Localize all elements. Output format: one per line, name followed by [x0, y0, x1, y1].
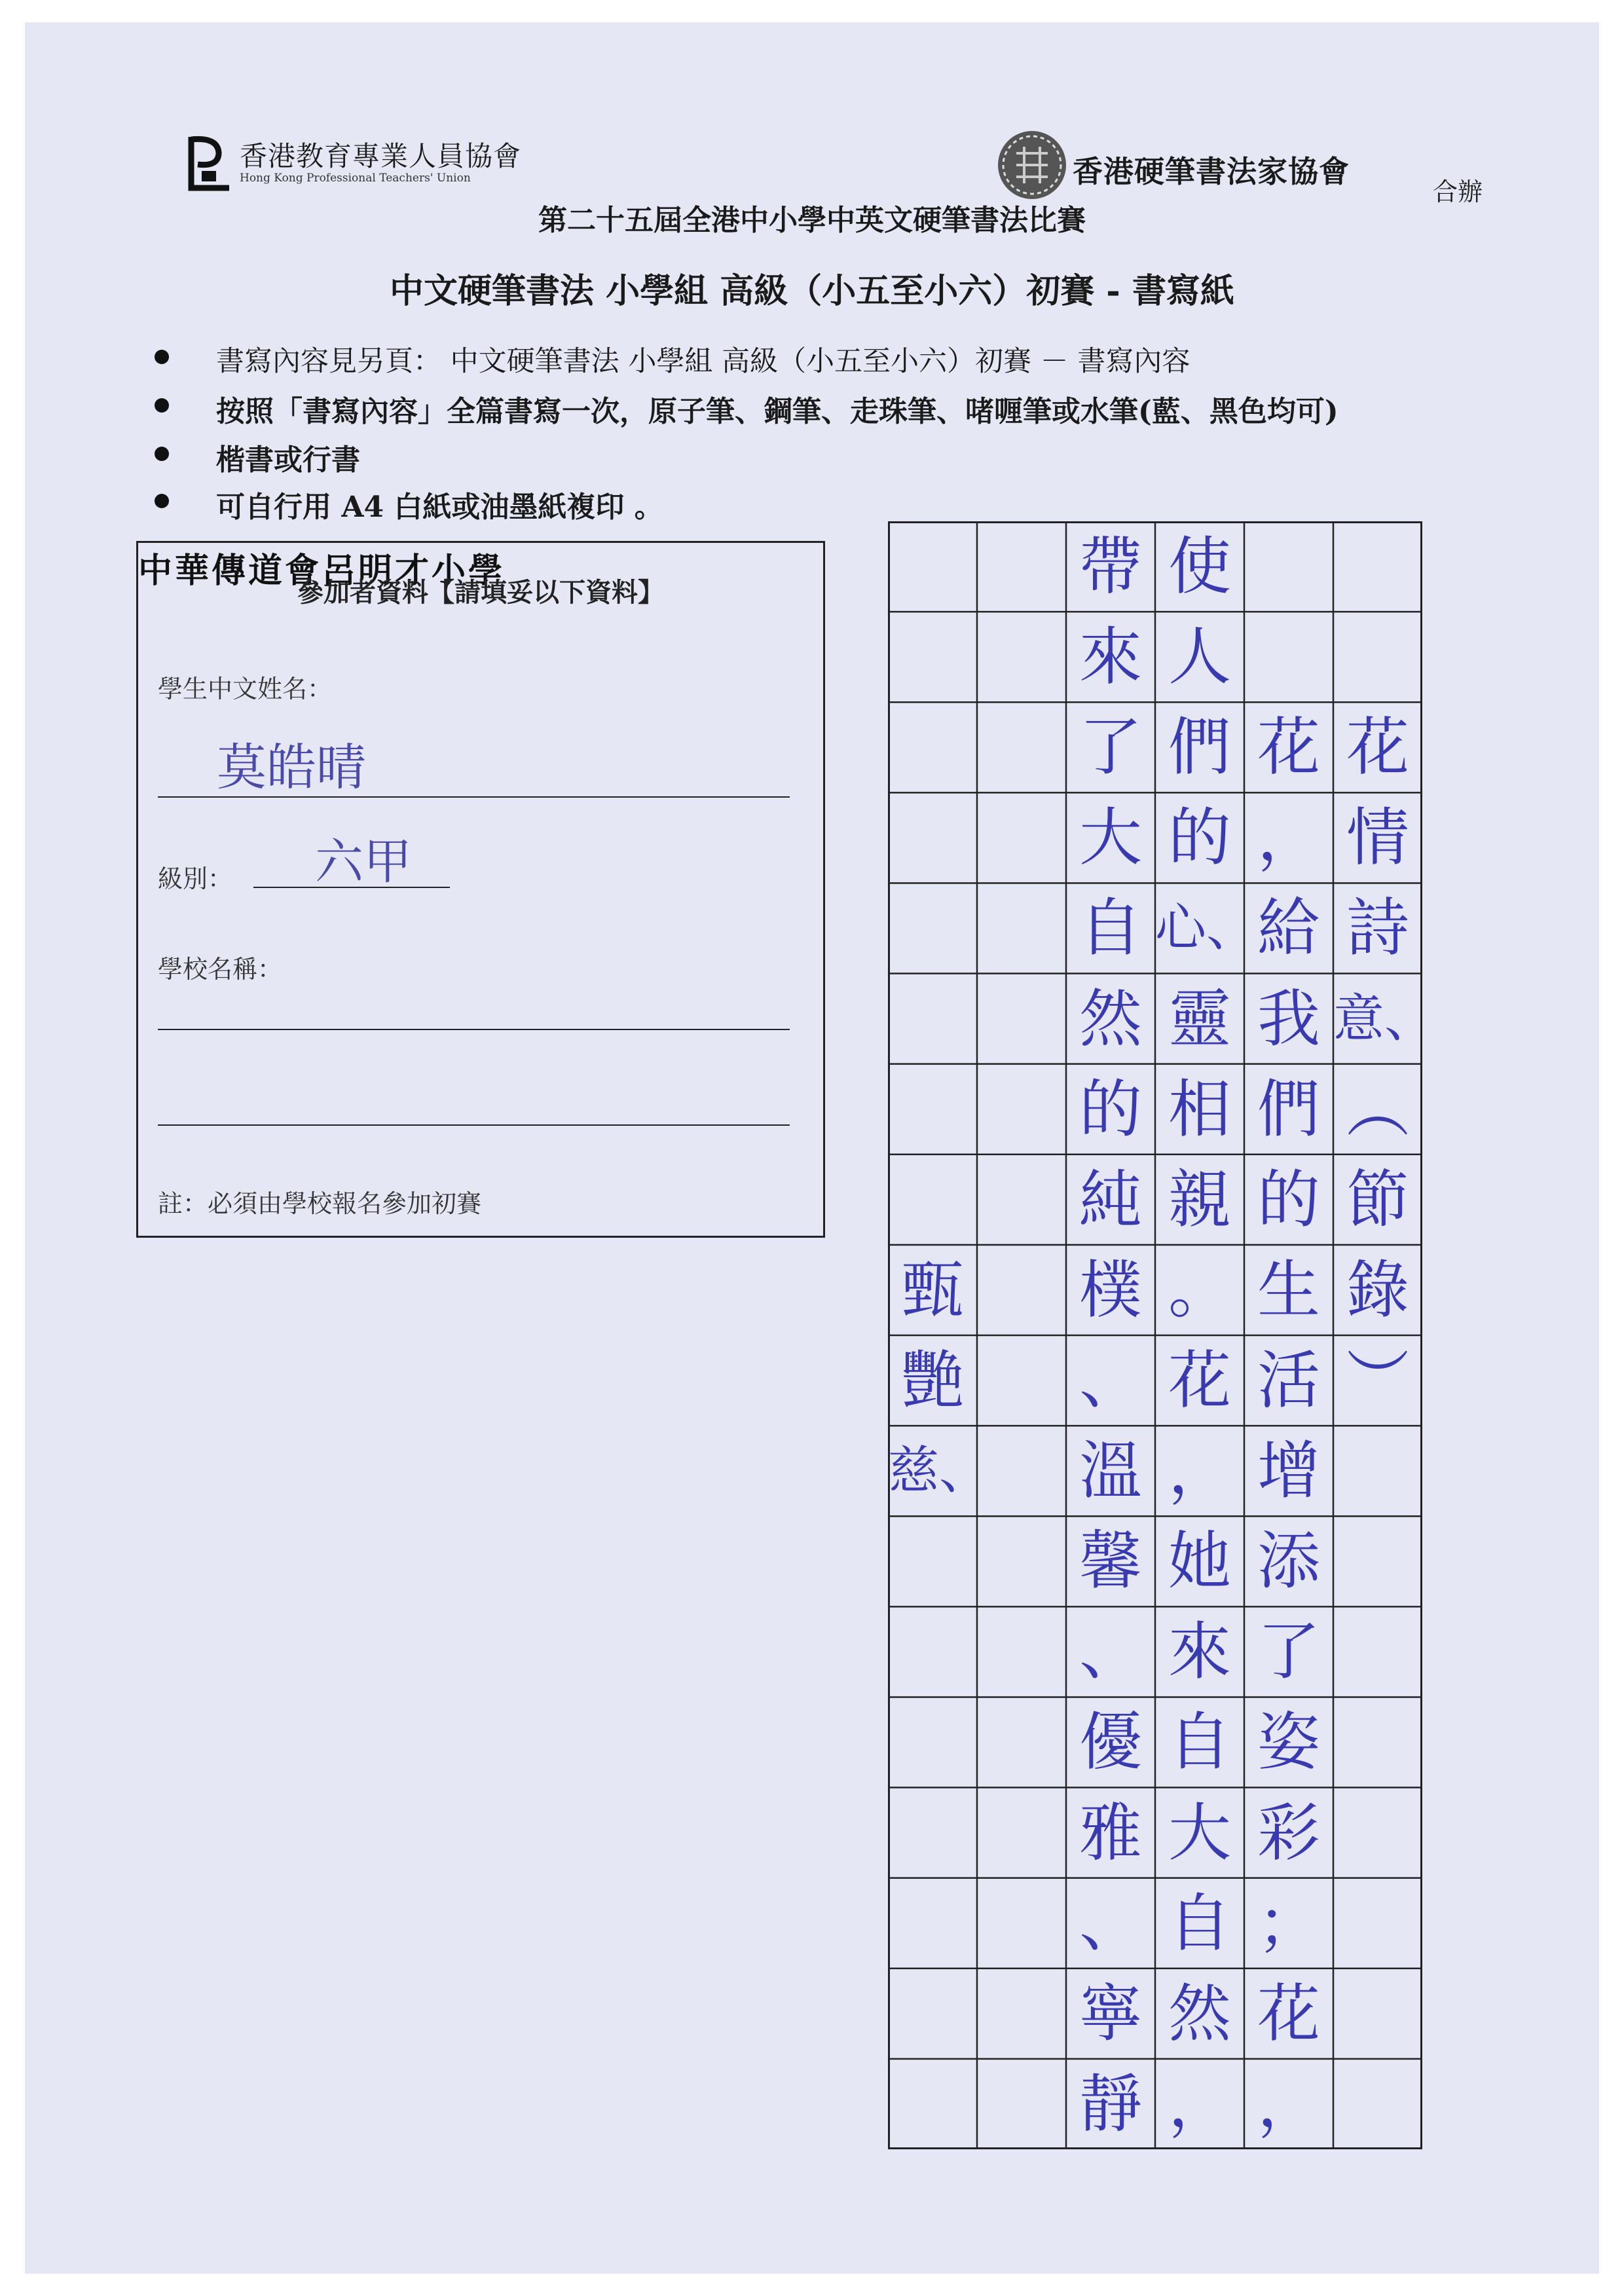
grid-cell-character: 錄 [1346, 1253, 1409, 1327]
grid-cell-character: 了 [1257, 1615, 1320, 1689]
grid-cell-character: 艷 [901, 1344, 964, 1417]
school-name-line [158, 1029, 790, 1030]
grid-cell-character: 靜 [1079, 2067, 1142, 2141]
grid-cell-character: 使 [1168, 530, 1231, 603]
grid-cell-character: ， [1257, 801, 1320, 875]
grid-cell-character: 活 [1257, 1344, 1320, 1417]
grid-cell-character: 甄 [901, 1253, 964, 1327]
instruction-text: 可自行用 A4 白紙或油墨紙複印 。 [216, 491, 663, 524]
grid-cell-character: 馨 [1079, 1525, 1142, 1599]
grid-cell-character: 慈、 [888, 1441, 991, 1501]
instruction-text: 書寫內容見另頁： 中文硬筆書法 小學組 高級（小五至小六）初賽 － 書寫內容 [216, 345, 1190, 378]
grid-cell-character: 的 [1168, 801, 1231, 875]
grid-cell-character: 來 [1168, 1615, 1231, 1689]
grid-cell-character: ； [1257, 1886, 1320, 1960]
extra-line [158, 1124, 790, 1126]
grid-cell-character: ， [1168, 1434, 1231, 1508]
grid-cell-character: 節 [1346, 1162, 1409, 1236]
grid-cell-character: ︶ [1346, 1344, 1409, 1417]
organiser-2-name: 香港硬筆書法家協會 [1073, 154, 1350, 189]
sheet-title: 中文硬筆書法 小學組 高級（小五至小六）初賽 - 書寫紙 [390, 271, 1234, 311]
grid-cell-character: 寧 [1079, 1976, 1142, 2050]
grid-cell-character: 大 [1079, 801, 1142, 875]
bullet-dot-icon [155, 398, 169, 413]
grid-cell-character: 情 [1346, 801, 1409, 875]
grid-cell-character: 然 [1079, 982, 1142, 1056]
grid-cell-character: 們 [1257, 1072, 1320, 1146]
grid-cell-character: 人 [1168, 620, 1231, 694]
hkptu-logo-icon [182, 130, 234, 196]
grid-cell-character: 靈 [1168, 982, 1231, 1056]
grid-cell-character: 自 [1079, 891, 1142, 965]
grid-cell-character: 帶 [1079, 530, 1142, 603]
grid-cell-character: 增 [1257, 1434, 1320, 1508]
grid-cell-character: 花 [1346, 711, 1409, 785]
grid-cell-character: 相 [1168, 1072, 1231, 1146]
grid-cell-character: 。 [1168, 1253, 1231, 1327]
student-name-line [158, 796, 790, 798]
grid-cell-character: 了 [1079, 711, 1142, 785]
calligraphy-seal-icon [994, 127, 1070, 203]
grid-cell-character: 的 [1257, 1162, 1320, 1236]
grid-cell-character: 、 [1079, 1886, 1142, 1960]
student-name-label: 學生中文姓名： [158, 675, 333, 703]
co-organised-label: 合辦 [1433, 177, 1483, 206]
grid-cell-character: 溫 [1079, 1434, 1142, 1508]
grid-cell-character: 我 [1257, 982, 1320, 1056]
grid-cell-character: 自 [1168, 1705, 1231, 1779]
organiser-1-name-zh: 香港教育專業人員協會 [240, 140, 522, 172]
school-name-value[interactable]: 中華傳道會呂明才小學 [138, 551, 506, 591]
writing-grid[interactable] [888, 521, 1436, 2149]
grid-cell-character: 花 [1257, 1976, 1320, 2050]
grid-cell-character: 來 [1079, 620, 1142, 694]
grid-cell-character: 花 [1257, 711, 1320, 785]
grid-cell-character: 樸 [1079, 1253, 1142, 1327]
instruction-text: 楷書或行書 [216, 443, 360, 477]
bullet-dot-icon [155, 494, 169, 508]
grid-cell-character: 親 [1168, 1162, 1231, 1236]
grid-cell-character: 自 [1168, 1886, 1231, 1960]
grid-cell-character: 姿 [1257, 1705, 1320, 1779]
grid-cell-character: 她 [1168, 1525, 1231, 1599]
grid-cell-character: 、 [1079, 1344, 1142, 1417]
grid-cell-character: 然 [1168, 1976, 1231, 2050]
grid-cell-character: 優 [1079, 1705, 1142, 1779]
participant-info-box [136, 541, 825, 1238]
grid-cell-character: 的 [1079, 1072, 1142, 1146]
bullet-dot-icon [155, 447, 169, 461]
grid-cell-character: 雅 [1079, 1796, 1142, 1870]
grid-cell-character: 生 [1257, 1253, 1320, 1327]
competition-title: 第二十五屆全港中小學中英文硬筆書法比賽 [538, 204, 1086, 237]
grid-cell-character: 添 [1257, 1525, 1320, 1599]
grid-cell-character: 花 [1168, 1344, 1231, 1417]
bullet-dot-icon [155, 350, 169, 364]
class-line [253, 887, 450, 888]
grid-cell-character: 彩 [1257, 1796, 1320, 1870]
registration-note: 註：必須由學校報名參加初賽 [158, 1189, 482, 1218]
grid-cell-character: 純 [1079, 1162, 1142, 1236]
grid-cell-character: 給 [1257, 891, 1320, 965]
grid-cell-character: 、 [1079, 1615, 1142, 1689]
school-name-label: 學校名稱： [158, 955, 283, 984]
grid-cell-character: 意、 [1333, 989, 1436, 1048]
class-label: 級別： [158, 864, 233, 893]
grid-cell-character: ， [1257, 2067, 1320, 2141]
class-value[interactable]: 六甲 [315, 834, 412, 890]
grid-cell-character: ， [1168, 2067, 1231, 2141]
grid-cell-character: 們 [1168, 711, 1231, 785]
participant-info-heading: 參加者資料【請填妥以下資料】 [297, 577, 664, 608]
grid-cell-character: 大 [1168, 1796, 1231, 1870]
grid-cell-character: 心、 [1155, 898, 1258, 958]
grid-cell-character: 詩 [1346, 891, 1409, 965]
student-name-value[interactable]: 莫皓晴 [217, 738, 366, 796]
grid-cell-character: ︵ [1346, 1072, 1409, 1146]
instruction-text: 按照「書寫內容」全篇書寫一次，原子筆、鋼筆、走珠筆、啫喱筆或水筆(藍、黑色均可) [216, 395, 1338, 428]
organiser-1-name-en: Hong Kong Professional Teachers' Union [240, 172, 471, 185]
